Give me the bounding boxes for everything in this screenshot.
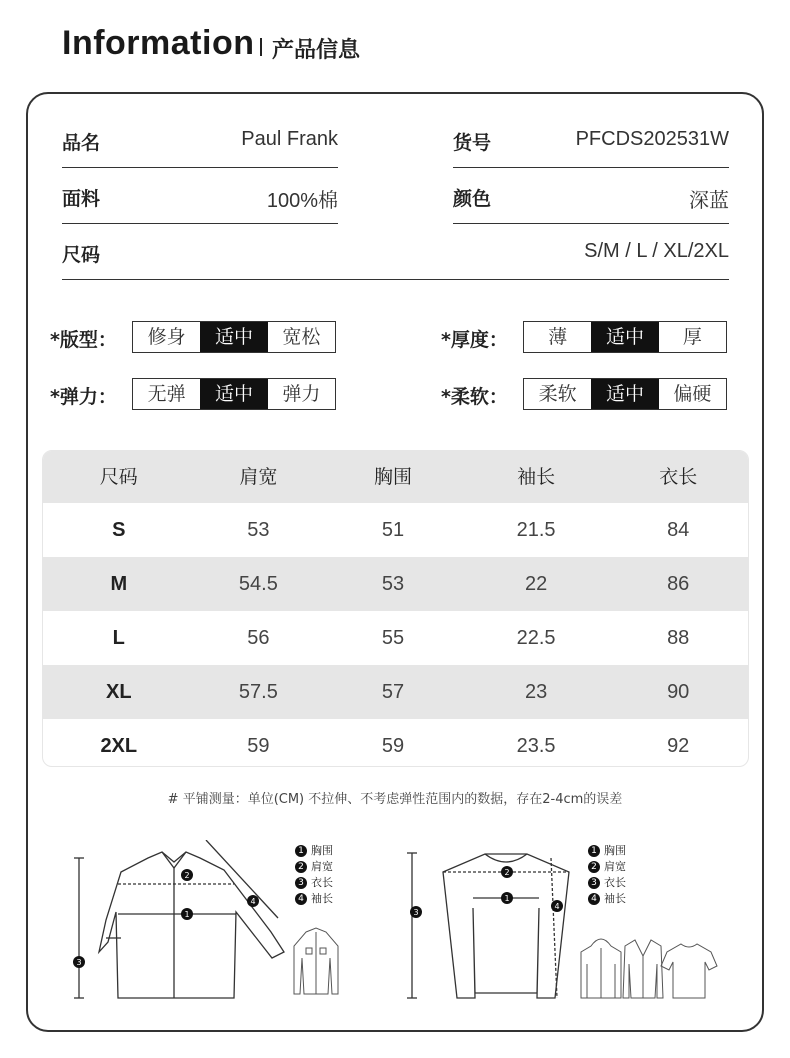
table-cell: 22 <box>524 573 548 595</box>
legend-item <box>295 875 333 891</box>
legend-number-icon: 3 <box>295 877 307 889</box>
table-cell: 86 <box>667 573 690 595</box>
legend-item <box>588 891 626 907</box>
table-row <box>43 665 748 719</box>
legend-number-icon: 3 <box>588 877 600 889</box>
table-row <box>43 719 748 767</box>
legend-sweater <box>588 843 626 907</box>
elasticity-option: 弹力 <box>282 383 321 405</box>
softness-option: 柔软 <box>538 383 577 405</box>
legend-item <box>588 859 626 875</box>
fit-options <box>132 321 336 353</box>
softness-option: 偏硬 <box>673 383 712 405</box>
name-label: 品名 <box>62 132 101 154</box>
legend-label: 袖长 <box>604 892 626 905</box>
info-row-color <box>453 168 729 224</box>
thickness-label: *厚度： <box>441 329 508 351</box>
table-cell: 56 <box>247 627 270 649</box>
table-cell: 54.5 <box>238 573 278 595</box>
table-cell: 21.5 <box>516 519 556 541</box>
info-row-fabric <box>62 168 338 224</box>
softness-option-selected: 适中 <box>591 379 658 409</box>
info-row-sku <box>453 112 729 168</box>
sku-label: 货号 <box>453 132 492 154</box>
table-row <box>43 557 748 611</box>
table-cell: 92 <box>667 735 690 757</box>
fit-option: 修身 <box>147 326 186 348</box>
fit-label: *版型： <box>50 329 117 351</box>
table-cell: 53 <box>381 573 405 595</box>
color-value: 深蓝 <box>689 190 729 212</box>
legend-item <box>295 859 333 875</box>
sku-value: PFCDS202531W <box>575 128 729 150</box>
table-cell: 23 <box>524 681 548 703</box>
softness-label: *柔软： <box>441 386 508 408</box>
legend-item <box>295 891 333 907</box>
title-divider <box>260 38 262 56</box>
fabric-label: 面料 <box>62 188 101 210</box>
measurement-note: # 平铺测量：单位(CM) 不拉伸、不考虑弹性范围内的数据，存在2-4cm的误差 <box>167 792 623 807</box>
elasticity-label: *弹力： <box>50 386 117 408</box>
fabric-value: 100%棉 <box>266 190 338 212</box>
table-row <box>43 611 748 665</box>
table-header-cell: 衣长 <box>659 466 698 488</box>
softness-options <box>523 378 727 410</box>
table-header-cell: 胸围 <box>373 466 412 488</box>
legend-item <box>588 875 626 891</box>
legend-item <box>295 843 333 859</box>
legend-number-icon: 2 <box>588 861 600 873</box>
svg-text:3: 3 <box>76 958 82 967</box>
legend-label: 袖长 <box>311 892 333 905</box>
table-header-cell: 尺码 <box>99 466 138 488</box>
legend-item <box>588 843 626 859</box>
table-header-row <box>43 451 748 503</box>
elasticity-option-selected: 适中 <box>200 379 267 409</box>
sweater-diagram-icon <box>405 848 725 1008</box>
table-header-cell: 袖长 <box>517 466 556 488</box>
thickness-option-selected: 适中 <box>591 322 658 352</box>
name-value: Paul Frank <box>241 128 338 150</box>
color-label: 颜色 <box>453 188 492 210</box>
size-value: S/M / L / XL/2XL <box>584 240 729 262</box>
table-cell-size: L <box>112 627 125 649</box>
info-row-name <box>62 112 338 168</box>
legend-label: 肩宽 <box>604 860 626 873</box>
title-chinese: 产品信息 <box>272 38 361 63</box>
svg-text:3: 3 <box>413 908 419 917</box>
info-row-size <box>62 224 729 280</box>
table-header-cell: 肩宽 <box>239 466 278 488</box>
legend-number-icon: 2 <box>295 861 307 873</box>
table-cell-size: S <box>112 519 126 541</box>
elasticity-options <box>132 378 336 410</box>
legend-label: 胸围 <box>311 844 333 857</box>
legend-label: 肩宽 <box>311 860 333 873</box>
svg-text:4: 4 <box>250 897 256 906</box>
table-cell: 23.5 <box>516 735 556 757</box>
legend-number-icon: 1 <box>295 845 307 857</box>
thickness-option: 薄 <box>548 326 568 348</box>
title-english: Information <box>62 24 255 62</box>
fit-option-selected: 适中 <box>200 322 267 352</box>
table-cell: 57 <box>381 681 405 703</box>
table-cell: 59 <box>381 735 405 757</box>
table-cell-size: M <box>110 573 128 595</box>
svg-text:2: 2 <box>504 868 510 877</box>
fit-option: 宽松 <box>282 326 321 348</box>
table-cell: 51 <box>381 519 405 541</box>
svg-text:2: 2 <box>184 871 190 880</box>
table-cell: 84 <box>667 519 690 541</box>
svg-text:4: 4 <box>554 902 560 911</box>
legend-number-icon: 4 <box>295 893 307 905</box>
svg-text:1: 1 <box>504 894 510 903</box>
legend-number-icon: 4 <box>588 893 600 905</box>
table-cell: 59 <box>247 735 270 757</box>
table-cell: 57.5 <box>238 681 278 703</box>
thickness-options <box>523 321 727 353</box>
legend-label: 衣长 <box>604 876 626 889</box>
legend-number-icon: 1 <box>588 845 600 857</box>
table-cell: 53 <box>247 519 270 541</box>
svg-text:1: 1 <box>184 910 190 919</box>
table-cell-size: 2XL <box>100 735 138 757</box>
table-cell: 90 <box>667 681 690 703</box>
legend-label: 衣长 <box>311 876 333 889</box>
table-row <box>43 503 748 557</box>
table-cell: 22.5 <box>516 627 556 649</box>
table-cell: 55 <box>381 627 405 649</box>
table-cell-size: XL <box>106 681 132 703</box>
size-label: 尺码 <box>62 244 101 266</box>
table-cell: 88 <box>667 627 690 649</box>
size-table <box>42 450 749 767</box>
legend-shirt <box>295 843 333 907</box>
thickness-option: 厚 <box>682 326 702 348</box>
elasticity-option: 无弹 <box>147 383 186 405</box>
legend-label: 胸围 <box>604 844 626 857</box>
